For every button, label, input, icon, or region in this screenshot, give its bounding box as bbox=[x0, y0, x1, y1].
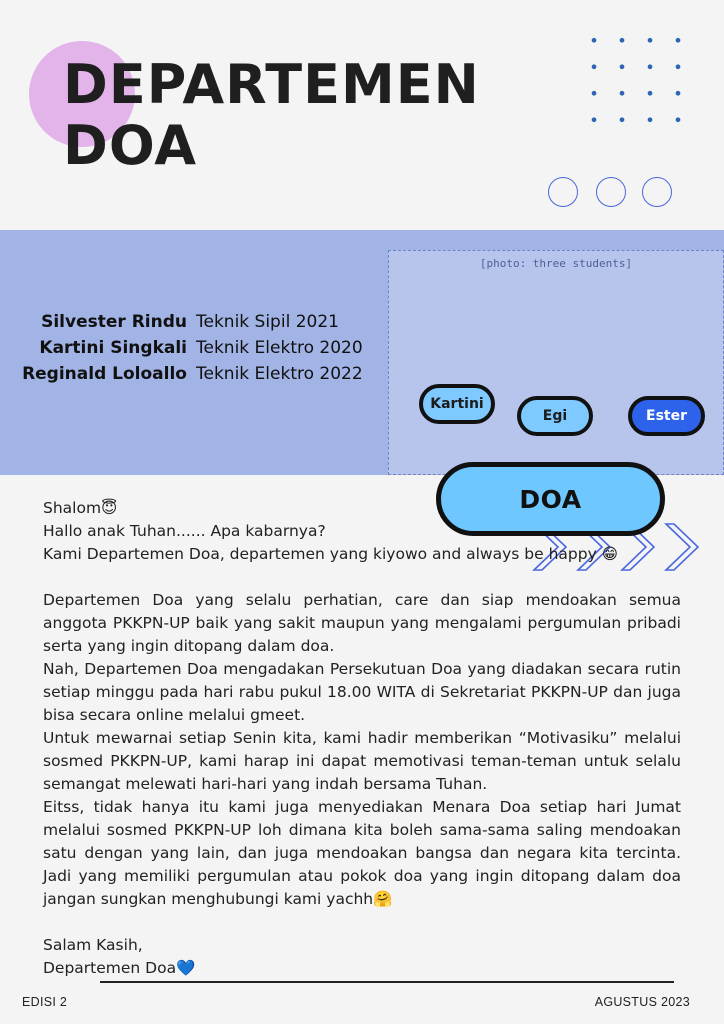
paragraph-spacer bbox=[43, 566, 681, 589]
member-name: Kartini Singkali bbox=[39, 338, 187, 358]
page-title-line-2: DOA bbox=[63, 114, 198, 177]
name-tag-kartini bbox=[419, 384, 495, 424]
intro-line: Hallo anak Tuhan...... Apa kabarnya? bbox=[43, 522, 326, 540]
team-photo-caption: [photo: three students] bbox=[479, 257, 633, 270]
intro-line: Kami Departemen Doa, departemen yang kiyowo and always be happy 😁 bbox=[43, 545, 618, 563]
member-department: Teknik Elektro 2020 bbox=[196, 338, 363, 358]
member-department: Teknik Sipil 2021 bbox=[196, 312, 339, 332]
decorative-ring-2 bbox=[596, 177, 626, 207]
body-paragraph: Nah, Departemen Doa mengadakan Persekutuan Doa yang diadakan secara rutin setiap minggu pada hari rabu pukul 18.00 WITA di Sekretariat PKKPN-UP dan juga bisa secara online melalui gmeet. bbox=[43, 660, 681, 724]
doa-badge-label: DOA bbox=[519, 484, 582, 514]
greeting-line: Shalom😇 bbox=[43, 499, 118, 517]
page-title-line-1: DEPARTEMEN bbox=[63, 53, 480, 116]
name-tag-label: Egi bbox=[542, 408, 568, 424]
member-name: Reginald Loloallo bbox=[22, 364, 187, 384]
article-body bbox=[43, 497, 681, 980]
member-row bbox=[0, 361, 390, 387]
name-tag-label: Kartini bbox=[430, 396, 484, 412]
footer-divider bbox=[100, 981, 674, 983]
decorative-ring-1 bbox=[548, 177, 578, 207]
date-label: AGUSTUS 2023 bbox=[594, 995, 690, 1009]
team-photo-placeholder bbox=[388, 250, 724, 475]
member-name: Silvester Rindu bbox=[41, 312, 187, 332]
member-department: Teknik Elektro 2022 bbox=[196, 364, 363, 384]
body-paragraph: Untuk mewarnai setiap Senin kita, kami hadir memberikan “Motivasiku” melalui sosmed PKKPN-UP, kami harap ini dapat memotivasi teman-teman untuk selalu semangat melewati hari-hari yang indah bersama Tuhan. bbox=[43, 729, 681, 793]
member-row bbox=[0, 309, 390, 335]
edition-label: EDISI 2 bbox=[22, 995, 68, 1009]
closing-line: Salam Kasih, bbox=[43, 936, 143, 954]
body-paragraph: Departemen Doa yang selalu perhatian, care dan siap mendoakan semua anggota PKKPN-UP baik yang sakit maupun yang mengalami pergumulan pribadi serta yang ingin ditopang dalam doa. bbox=[43, 591, 681, 655]
paragraph-spacer bbox=[43, 911, 681, 934]
name-tag-ester bbox=[628, 396, 705, 436]
closing-signature: Departemen Doa💙 bbox=[43, 959, 196, 977]
page-title bbox=[63, 54, 480, 176]
member-list bbox=[0, 309, 390, 387]
member-row bbox=[0, 335, 390, 361]
body-paragraph: Eitss, tidak hanya itu kami juga menyediakan Menara Doa setiap hari Jumat melalui sosmed PKKPN-UP loh dimana kita boleh sama-sama saling mendoakan satu dengan yang lain, dan juga mendoakan bangsa dan negara kita tercinta. Jadi yang memiliki pergumulan atau pokok doa yang ingin ditopang dalam doa jangan sungkan menghubungi kami yachh🤗 bbox=[43, 798, 681, 908]
decorative-ring-3 bbox=[642, 177, 672, 207]
decorative-dot-grid bbox=[580, 27, 700, 139]
name-tag-egi bbox=[517, 396, 593, 436]
name-tag-label: Ester bbox=[646, 408, 687, 424]
